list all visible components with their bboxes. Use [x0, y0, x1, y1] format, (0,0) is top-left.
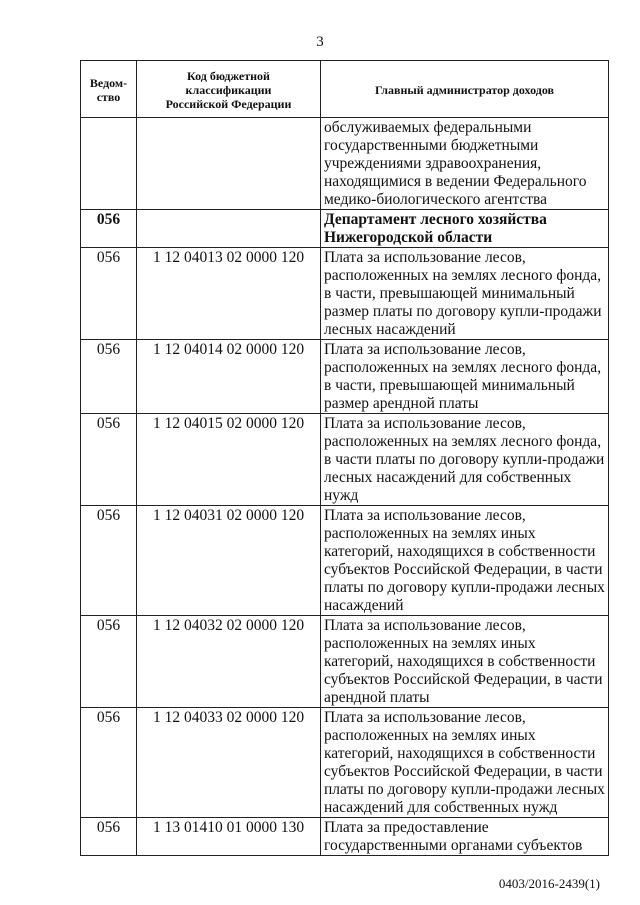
header-revenue-administrator: Главный администратор доходов [321, 61, 609, 118]
row-revenue-name: Плата за использование лесов, расположенных на землях иных категорий, находящихся в собственности субъектов Российской Федерации, в части платы по договору купли-продажи лесных насаждений для собственных нужд [321, 708, 609, 818]
row-revenue-name: обслуживаемых федеральными государственными бюджетными учреждениями здравоохранения, находящимися в ведении Федерального медико-биологического агентства [321, 118, 609, 210]
budget-classification-table [80, 60, 609, 856]
row-budget-code: 1 12 04032 02 0000 120 [137, 616, 321, 708]
table-row [81, 248, 609, 340]
row-budget-code: 1 12 04015 02 0000 120 [137, 414, 321, 506]
table-row [81, 506, 609, 616]
row-department: 056 [81, 708, 137, 818]
row-budget-code: 1 13 01410 01 0000 130 [137, 818, 321, 856]
row-department: 056 [81, 248, 137, 340]
row-department: 056 [81, 506, 137, 616]
table-row [81, 616, 609, 708]
row-budget-code [137, 118, 321, 210]
table-row [81, 414, 609, 506]
row-revenue-name: Плата за использование лесов, расположенных на землях иных категорий, находящихся в собственности субъектов Российской Федерации, в части платы по договору купли-продажи лесных насаждений [321, 506, 609, 616]
table-row [81, 118, 609, 210]
table-body [81, 118, 609, 856]
row-revenue-name: Плата за предоставление государственными органами субъектов [321, 818, 609, 856]
row-budget-code: 1 12 04033 02 0000 120 [137, 708, 321, 818]
row-department: 056 [81, 210, 137, 248]
header-department: Ведом- ство [81, 61, 137, 118]
row-revenue-name: Плата за использование лесов, расположенных на землях лесного фонда, в части, превышающей минимальный размер арендной платы [321, 340, 609, 414]
row-department [81, 118, 137, 210]
page-number: 3 [316, 34, 324, 50]
row-department: 056 [81, 818, 137, 856]
row-revenue-name: Департамент лесного хозяйства Нижегородской области [321, 210, 609, 248]
table-row [81, 818, 609, 856]
row-department: 056 [81, 414, 137, 506]
row-revenue-name: Плата за использование лесов, расположенных на землях лесного фонда, в части, превышающей минимальный размер платы по договору купли-продажи лесных насаждений [321, 248, 609, 340]
row-revenue-name: Плата за использование лесов, расположенных на землях иных категорий, находящихся в собственности субъектов Российской Федерации, в части арендной платы [321, 616, 609, 708]
table-row [81, 210, 609, 248]
row-budget-code [137, 210, 321, 248]
row-department: 056 [81, 616, 137, 708]
table-row [81, 340, 609, 414]
row-budget-code: 1 12 04013 02 0000 120 [137, 248, 321, 340]
row-budget-code: 1 12 04031 02 0000 120 [137, 506, 321, 616]
row-revenue-name: Плата за использование лесов, расположенных на землях лесного фонда, в части платы по договору купли-продажи лесных насаждений для собственных нужд [321, 414, 609, 506]
header-budget-code: Код бюджетной классификации Российской Федерации [137, 61, 321, 118]
table-header-row [81, 61, 609, 118]
document-number: 0403/2016-2439(1) [498, 876, 600, 891]
row-department: 056 [81, 340, 137, 414]
row-budget-code: 1 12 04014 02 0000 120 [137, 340, 321, 414]
table-row [81, 708, 609, 818]
